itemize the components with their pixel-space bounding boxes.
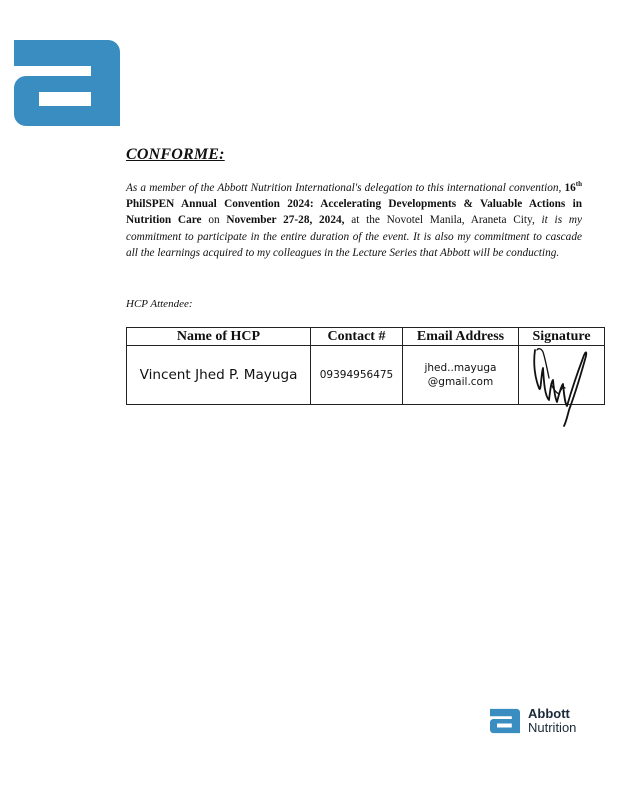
header-signature: Signature xyxy=(519,328,605,346)
hcp-contact: 09394956475 xyxy=(311,346,403,405)
abbott-logo-icon xyxy=(14,40,120,126)
commitment-paragraph: As a member of the Abbott Nutrition International's delegation to this international convention, 16th PhilSPEN Annual Convention 2024: Accelerating Developments & Valuable Actions in Nutrition Care on November 27-28, 2024, at the Novotel Manila, Araneta City, it is my commitment to participate in the entire duration of the event. It is also my commitment to cascade all the learnings acquired to my colleagues in the Lecture Series that Abbott will be conducting. xyxy=(126,180,583,259)
header-name: Name of HCP xyxy=(127,328,311,346)
header-contact: Contact # xyxy=(311,328,403,346)
signature-cell xyxy=(519,346,605,405)
header-email: Email Address xyxy=(403,328,519,346)
footer-subbrand: Nutrition xyxy=(528,719,577,735)
abbott-nutrition-footer-logo xyxy=(490,707,584,737)
email-line-1: jhed..mayuga xyxy=(424,362,497,374)
footer-brand: Abbott xyxy=(528,706,570,721)
hcp-email xyxy=(403,346,519,405)
handwritten-signature xyxy=(531,344,591,426)
abbott-small-logo-icon xyxy=(490,707,520,735)
email-line-2: @gmail.com xyxy=(427,376,494,388)
table-row xyxy=(127,346,605,405)
hcp-name: Vincent Jhed P. Mayuga xyxy=(127,346,311,405)
conforme-heading: CONFORME: xyxy=(126,146,225,163)
table-header-row xyxy=(127,328,605,346)
hcp-attendee-label: HCP Attendee: xyxy=(126,298,193,310)
hcp-table xyxy=(126,327,605,405)
